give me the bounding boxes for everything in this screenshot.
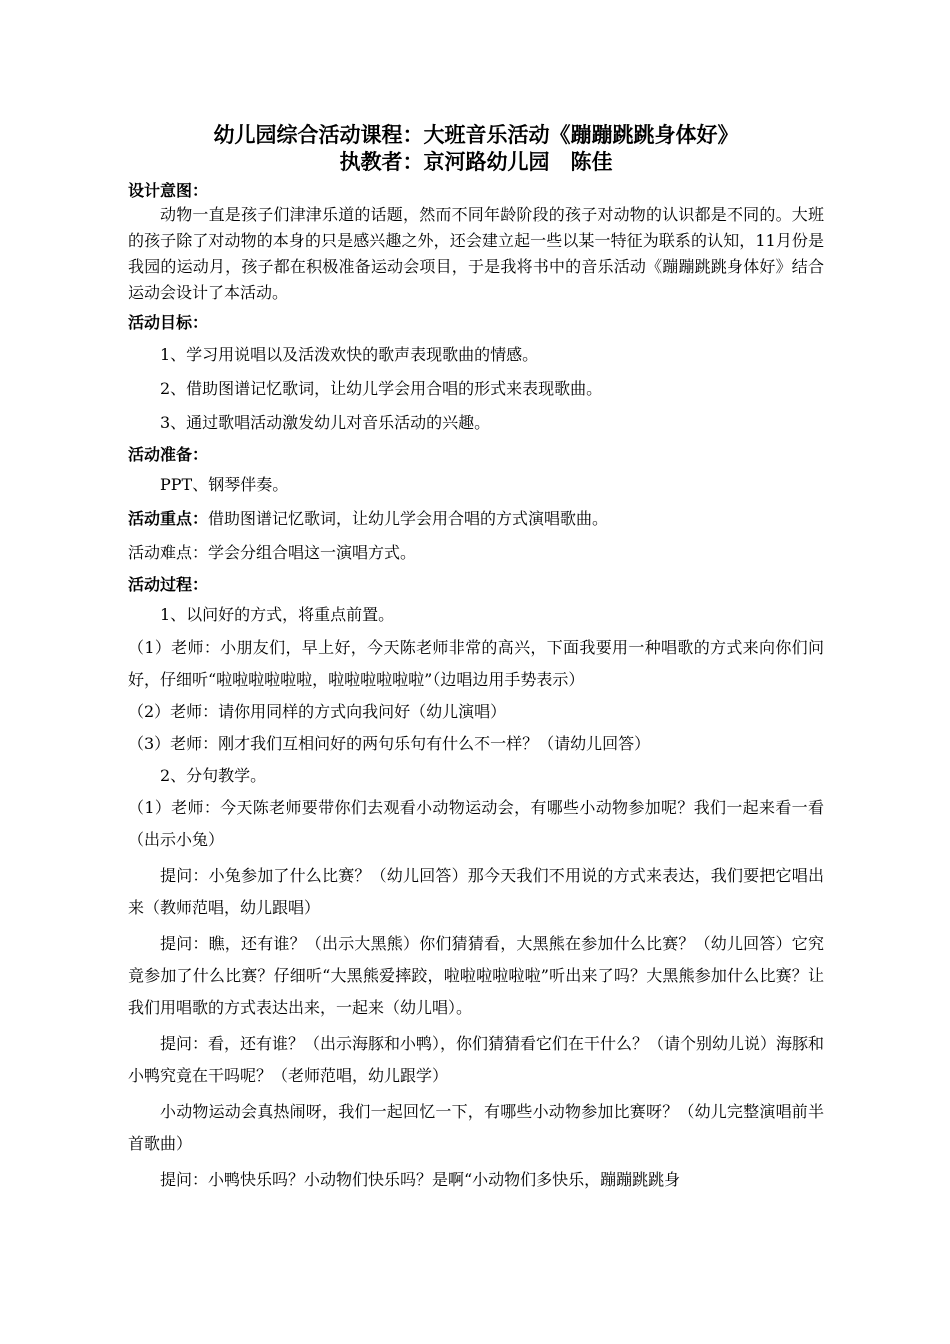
goal-item: 1、学习用说唱以及活泼欢快的歌声表现歌曲的情感。 — [160, 345, 539, 364]
process-paragraph: 小动物运动会真热闹呀，我们一起回忆一下，有哪些小动物参加比赛呀？（幼儿完整演唱前半首歌曲） — [128, 1102, 824, 1153]
preparation-content: PPT、钢琴伴奏。 — [160, 475, 289, 494]
design-intent-paragraph: 动物一直是孩子们津津乐道的话题，然而不同年龄阶段的孩子对动物的认识都是不同的。大班的孩子除了对动物的本身的只是感兴趣之外，还会建立起一些以某一特征为联系的认知，11月份是我园的运动月，孩子都在积极准备运动会项目，于是我将书中的音乐活动《蹦蹦跳跳身体好》结合运动会设计了本活动。 — [128, 205, 824, 302]
goal-item: 3、通过歌唱活动激发幼儿对音乐活动的兴趣。 — [160, 413, 491, 432]
difficulty-line: 活动难点：学会分组合唱这一演唱方式。 — [128, 543, 417, 562]
process-question: 提问：瞧，还有谁？（出示大黑熊）你们猜猜看，大黑熊在参加什么比赛？（幼儿回答）它究竟参加了什么比赛？仔细听“大黑熊爱摔跤，啦啦啦啦啦啦”听出来了吗？大黑熊参加什么比赛？让我们用唱歌的方式表达出来，一起来（幼儿唱）。 — [128, 934, 824, 1017]
process-question: 提问：看，还有谁？（出示海豚和小鸭），你们猜猜看它们在干什么？（请个别幼儿说）海豚和小鸭究竟在干吗呢？（老师范唱，幼儿跟学） — [128, 1034, 825, 1085]
document-author: 执教者：京河路幼儿园 陈佳 — [339, 150, 613, 174]
process-substep: （3）老师：刚才我们互相问好的两句乐句有什么不一样？（请幼儿回答） — [128, 734, 651, 753]
document-title: 幼儿园综合活动课程：大班音乐活动《蹦蹦跳跳身体好》 — [213, 123, 739, 147]
document-page — [128, 122, 824, 1196]
process-step: 1、以问好的方式，将重点前置。 — [160, 605, 395, 624]
process-heading: 活动过程： — [128, 575, 209, 594]
process-substep: （1）老师：今天陈老师要带你们去观看小动物运动会，有哪些小动物参加呢？我们一起来看一看（出示小兔） — [128, 798, 824, 849]
process-question: 提问：小鸭快乐吗？小动物们快乐吗？是啊“小动物们多快乐，蹦蹦跳跳身 — [160, 1170, 681, 1189]
preparation-heading: 活动准备： — [128, 445, 209, 464]
process-substep: （2）老师：请你用同样的方式向我问好（幼儿演唱） — [128, 702, 507, 721]
design-intent-heading: 设计意图： — [128, 181, 209, 200]
key-point-content: 借助图谱记忆歌词，让幼儿学会用合唱的方式演唱歌曲。 — [208, 509, 609, 528]
process-substep: （1）老师：小朋友们，早上好，今天陈老师非常的高兴，下面我要用一种唱歌的方式来向你们问好，仔细听“啦啦啦啦啦啦，啦啦啦啦啦啦”（边唱边用手势表示） — [128, 638, 824, 689]
key-point-line — [128, 502, 824, 536]
process-step: 2、分句教学。 — [160, 766, 267, 785]
key-point-label: 活动重点： — [128, 509, 209, 528]
goal-item: 2、借助图谱记忆歌词，让幼儿学会用合唱的形式来表现歌曲。 — [160, 379, 603, 398]
goals-heading: 活动目标： — [128, 313, 209, 332]
process-question: 提问：小兔参加了什么比赛？（幼儿回答）那今天我们不用说的方式来表达，我们要把它唱出来（教师范唱，幼儿跟唱） — [128, 866, 824, 917]
